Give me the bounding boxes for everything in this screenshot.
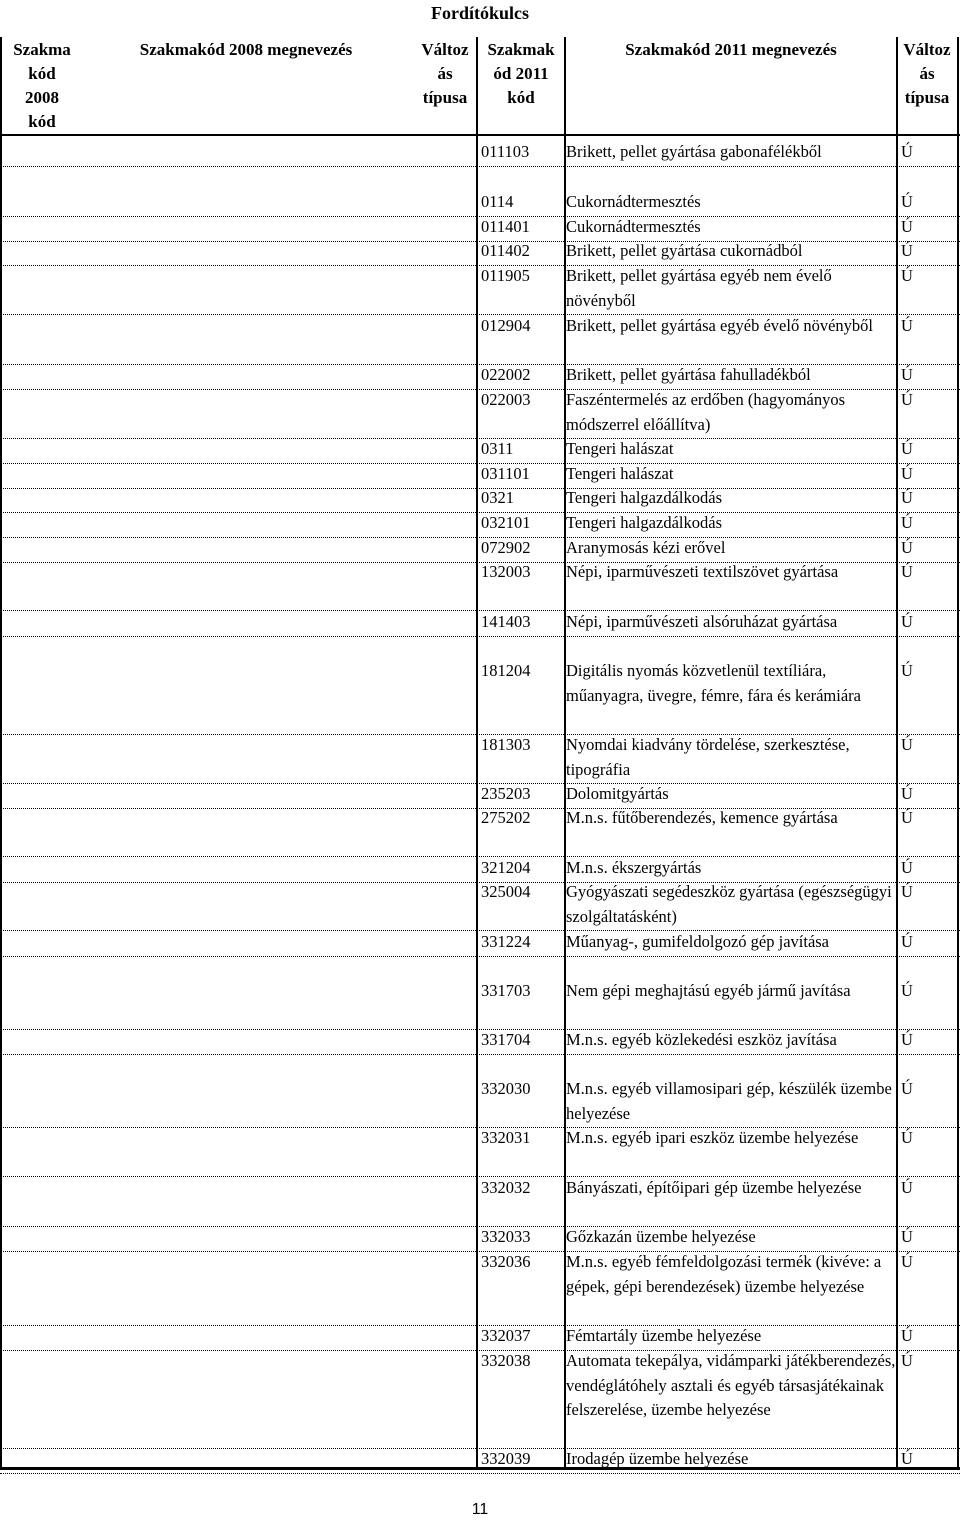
column-border — [957, 37, 959, 1467]
row-code-2011: 332031 — [481, 1128, 531, 1147]
row-separator — [0, 1054, 960, 1055]
row-code-2011: 0311 — [481, 439, 514, 458]
row-name-2011: Digitális nyomás közvetlenül textíliára, műanyagra, üvegre, fémre, fára és kerámiára — [566, 661, 861, 705]
header-code-2008-line: kód — [28, 112, 56, 131]
row-name-2011: Tengeri halgazdálkodás — [566, 488, 722, 507]
header-code-2011-line: Szakmak — [487, 40, 555, 59]
row-type-2011: Ú — [901, 365, 913, 384]
header-name-2011: Szakmakód 2011 megnevezés — [625, 40, 837, 59]
row-type-2011: Ú — [901, 464, 913, 483]
row-type-2011: Ú — [901, 1351, 913, 1370]
row-code-2011: 181204 — [481, 661, 531, 680]
row-code-2011: 331704 — [481, 1030, 531, 1049]
row-separator — [0, 166, 960, 167]
row-type-2011: Ú — [901, 1128, 913, 1147]
row-name-2011: Brikett, pellet gyártása cukornádból — [566, 241, 803, 260]
row-name-2011: Cukornádtermesztés — [566, 217, 701, 236]
row-name-2011: Cukornádtermesztés — [566, 192, 701, 211]
header-code-2008-line: Szakma — [13, 40, 71, 59]
row-code-2011: 032101 — [481, 513, 531, 532]
row-name-2011: Faszéntermelés az erdőben (hagyományos módszerrel előállítva) — [566, 390, 846, 434]
row-name-2011: Dolomitgyártás — [566, 784, 669, 803]
row-separator — [0, 636, 960, 637]
header-name-2008: Szakmakód 2008 megnevezés — [139, 40, 353, 59]
row-name-2011: Aranymosás kézi erővel — [566, 538, 726, 557]
row-name-2011: M.n.s. ékszergyártás — [566, 858, 702, 877]
header-code-2008-line: 2008 — [25, 88, 59, 107]
row-type-2011: Ú — [901, 784, 913, 803]
row-code-2011: 181303 — [481, 735, 531, 754]
row-code-2011: 011402 — [481, 241, 530, 260]
row-type-2011: Ú — [901, 735, 913, 754]
table-bottom-border — [0, 1467, 960, 1470]
header-type-2008-line: Változ — [421, 40, 469, 59]
row-code-2011: 235203 — [481, 784, 531, 803]
row-name-2011: Műanyag-, gumifeldolgozó gép javítása — [566, 932, 830, 951]
row-type-2011: Ú — [901, 217, 913, 236]
row-code-2011: 012904 — [481, 316, 531, 335]
row-name-2011: Tengeri halászat — [566, 439, 674, 458]
row-code-2011: 0114 — [481, 192, 514, 211]
row-type-2011: Ú — [901, 661, 913, 680]
row-code-2011: 132003 — [481, 562, 531, 581]
row-code-2011: 011905 — [481, 266, 530, 285]
row-code-2011: 332037 — [481, 1326, 531, 1345]
row-type-2011: Ú — [901, 562, 913, 581]
row-code-2011: 072902 — [481, 538, 531, 557]
page-title: Fordítókulcs — [430, 3, 529, 23]
row-type-2011: Ú — [901, 142, 913, 161]
row-name-2011: Fémtartály üzembe helyezése — [566, 1326, 762, 1345]
row-name-2011: Népi, iparművészeti textilszövet gyártása — [566, 562, 839, 581]
row-type-2011: Ú — [901, 316, 913, 335]
row-code-2011: 331703 — [481, 981, 531, 1000]
row-name-2011: M.n.s. egyéb közlekedési eszköz javítása — [566, 1030, 837, 1049]
header-type-2011-line: típusa — [904, 88, 950, 107]
row-type-2011: Ú — [901, 1227, 913, 1246]
row-name-2011: M.n.s. egyéb ipari eszköz üzembe helyezése — [566, 1128, 859, 1147]
row-type-2011: Ú — [901, 192, 913, 211]
row-name-2011: Gőzkazán üzembe helyezése — [566, 1227, 756, 1246]
row-type-2011: Ú — [901, 538, 913, 557]
row-code-2011: 331224 — [481, 932, 531, 951]
column-border — [0, 37, 2, 1467]
row-name-2011: Brikett, pellet gyártása fahulladékból — [566, 365, 811, 384]
row-type-2011: Ú — [901, 266, 913, 285]
row-type-2011: Ú — [901, 808, 913, 827]
header-code-2008 — [6, 38, 78, 134]
row-type-2011: Ú — [901, 882, 913, 901]
column-border — [476, 37, 478, 1467]
header-type-2011 — [896, 38, 958, 110]
row-name-2011: M.n.s. fűtőberendezés, kemence gyártása — [566, 808, 838, 827]
row-type-2011: Ú — [901, 1449, 913, 1468]
row-type-2011: Ú — [901, 390, 913, 409]
header-code-2011-line: ód 2011 — [493, 64, 549, 83]
row-code-2011: 0321 — [481, 488, 514, 507]
header-code-2011-line: kód — [507, 88, 535, 107]
row-name-2011: Tengeri halászat — [566, 464, 674, 483]
header-type-2008-line: ás — [437, 64, 453, 83]
header-code-2011 — [478, 38, 564, 110]
row-code-2011: 031101 — [481, 464, 530, 483]
row-name-2011: Brikett, pellet gyártása egyéb évelő növényből — [566, 316, 873, 335]
row-code-2011: 022002 — [481, 365, 531, 384]
row-type-2011: Ú — [901, 241, 913, 260]
row-name-2011: Gyógyászati segédeszköz gyártása (egészségügyi szolgáltatásként) — [566, 882, 892, 926]
header-code-2008-line: kód — [28, 64, 56, 83]
row-name-2011: Tengeri halgazdálkodás — [566, 513, 722, 532]
row-name-2011: Bányászati, építőipari gép üzembe helyezése — [566, 1178, 862, 1197]
row-name-2011: Nem gépi meghajtású egyéb jármű javítása — [566, 981, 851, 1000]
column-border — [896, 37, 898, 1467]
row-name-2011: Brikett, pellet gyártása egyéb nem évelő növényből — [566, 266, 832, 310]
row-type-2011: Ú — [901, 488, 913, 507]
row-name-2011: M.n.s. egyéb fémfeldolgozási termék (kivéve: a gépek, gépi berendezések) üzembe helyezése — [566, 1252, 882, 1296]
row-name-2011: Népi, iparművészeti alsóruházat gyártása — [566, 612, 838, 631]
row-name-2011: Brikett, pellet gyártása gabonafélékből — [566, 142, 822, 161]
row-name-2011: Nyomdai kiadvány tördelése, szerkesztése, tipográfia — [566, 735, 850, 779]
row-type-2011: Ú — [901, 1079, 913, 1098]
row-type-2011: Ú — [901, 1326, 913, 1345]
row-type-2011: Ú — [901, 1030, 913, 1049]
row-code-2011: 321204 — [481, 858, 531, 877]
row-code-2011: 332030 — [481, 1079, 531, 1098]
header-type-2008-line: típusa — [422, 88, 468, 107]
row-code-2011: 332038 — [481, 1351, 531, 1370]
row-code-2011: 332036 — [481, 1252, 531, 1271]
row-code-2011: 332039 — [481, 1449, 531, 1468]
header-type-2011-line: ás — [919, 64, 935, 83]
row-code-2011: 332033 — [481, 1227, 531, 1246]
row-code-2011: 275202 — [481, 808, 531, 827]
row-name-2011: Automata tekepálya, vidámparki játékberendezés, vendéglátóhely asztali és egyéb társasjátékainak felszerelése, üzembe helyezése — [566, 1351, 896, 1419]
row-code-2011: 011103 — [481, 142, 530, 161]
row-type-2011: Ú — [901, 981, 913, 1000]
row-type-2011: Ú — [901, 612, 913, 631]
row-name-2011: M.n.s. egyéb villamosipari gép, készülék üzembe helyezése — [566, 1079, 892, 1123]
row-code-2011: 022003 — [481, 390, 531, 409]
row-type-2011: Ú — [901, 439, 913, 458]
row-name-2011: Irodagép üzembe helyezése — [566, 1449, 749, 1468]
row-code-2011: 325004 — [481, 882, 531, 901]
row-type-2011: Ú — [901, 858, 913, 877]
row-type-2011: Ú — [901, 932, 913, 951]
row-type-2011: Ú — [901, 513, 913, 532]
header-divider — [0, 134, 960, 136]
row-code-2011: 332032 — [481, 1178, 531, 1197]
row-type-2011: Ú — [901, 1252, 913, 1271]
page-number: 11 — [471, 1501, 489, 1518]
row-code-2011: 011401 — [481, 217, 530, 236]
header-type-2008 — [414, 38, 476, 110]
row-separator — [0, 1473, 960, 1474]
row-code-2011: 141403 — [481, 612, 531, 631]
row-separator — [0, 956, 960, 957]
row-type-2011: Ú — [901, 1178, 913, 1197]
header-type-2011-line: Változ — [903, 40, 951, 59]
